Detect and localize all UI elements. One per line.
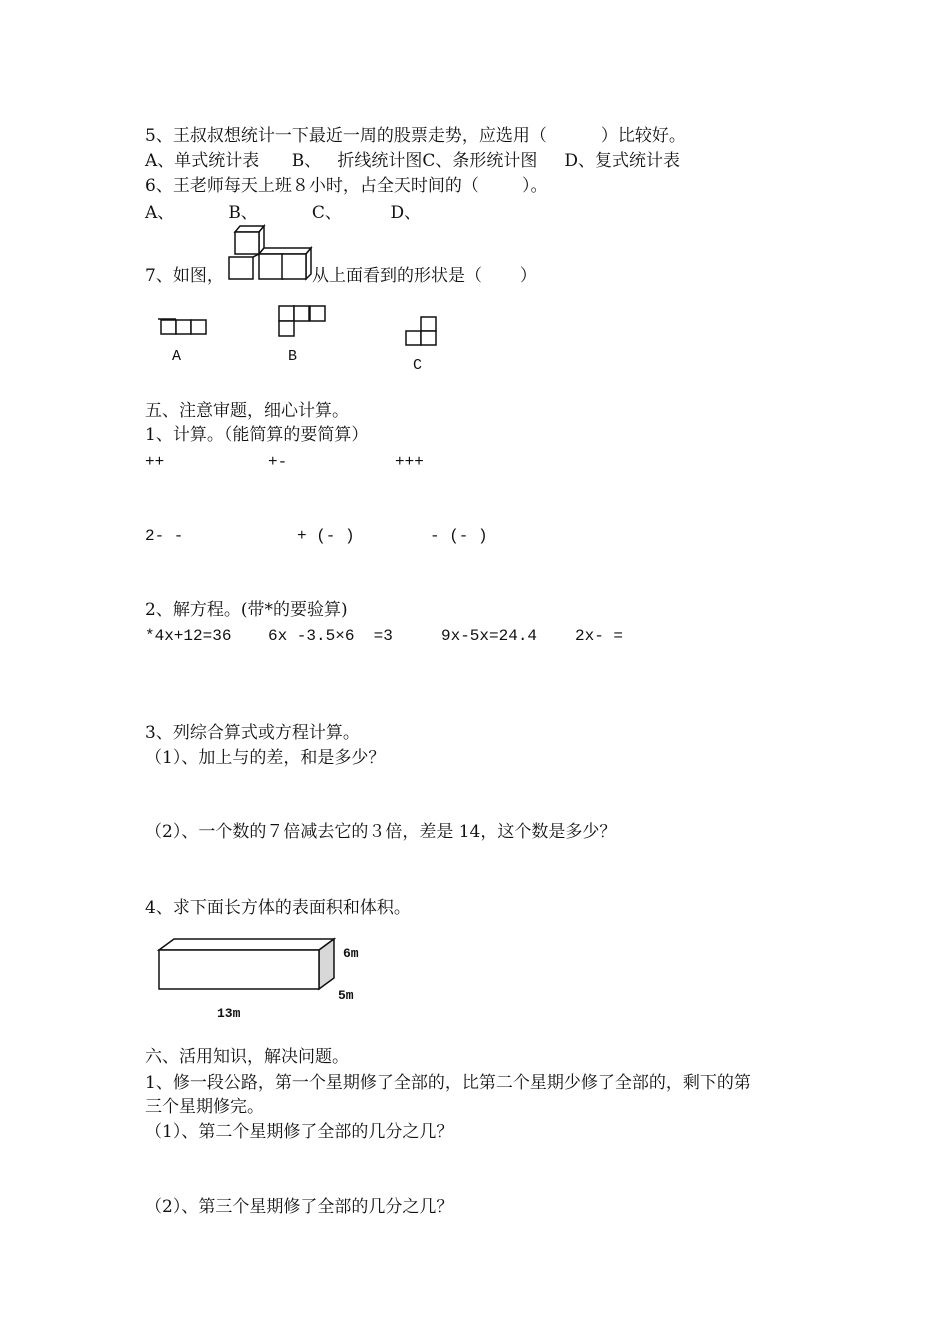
q7-suffix: 从上面看到的形状是（ ） xyxy=(312,266,537,286)
option-b-label: B xyxy=(288,348,298,365)
cuboid-width-label: 5m xyxy=(338,988,354,1003)
equation-2: 6x -3.5×6 =3 xyxy=(268,627,393,645)
problem-text-line1: 1、修一段公路，第一个星期修了全部的，比第二个星期少修了全部的，剩下的第 xyxy=(145,1073,751,1093)
cuboid-figure xyxy=(155,935,340,995)
q6-options: A、 B、 C、 D、 xyxy=(145,203,422,223)
word-problem-1: （1）、加上与的差，和是多少？ xyxy=(145,748,386,768)
option-a-figure xyxy=(158,316,210,338)
option-a-label: A xyxy=(172,348,182,365)
calc-expr-4: 2- - xyxy=(145,527,184,545)
option-c-figure xyxy=(403,314,441,348)
equation-1: *4x+12=36 xyxy=(145,627,232,645)
cuboid-height-label: 6m xyxy=(343,946,359,961)
section6-title: 六、活用知识，解决问题。 xyxy=(145,1047,349,1067)
problem-text-line2: 三个星期修完。 xyxy=(145,1097,264,1117)
q7-prefix: 7、如图， xyxy=(145,266,224,286)
cuboid-length-label: 13m xyxy=(217,1006,241,1021)
q5-question: 5、王叔叔想统计一下最近一周的股票走势，应选用（ ）比较好。 xyxy=(145,126,686,146)
q6-question: 6、王老师每天上班８小时，占全天时间的（ ）。 xyxy=(145,176,548,196)
equation-3: 9x-5x=24.4 xyxy=(441,627,538,645)
calc-expr-5: + (- ) xyxy=(297,527,355,545)
equation-4: 2x- = xyxy=(575,627,624,645)
equations-title: 2、解方程。(带*的要验算) xyxy=(145,600,348,620)
cube-stack-figure xyxy=(227,222,315,282)
calc-expr-6: - (- ) xyxy=(430,527,488,545)
option-b-figure xyxy=(276,303,330,339)
cuboid-title: 4、求下面长方体的表面积和体积。 xyxy=(145,898,411,918)
calc-expr-2: +- xyxy=(268,453,288,471)
calc-title: 1、计算。（能简算的要简算） xyxy=(145,425,369,445)
q5-options: A、单式统计表 B、 折线统计图C、条形统计图 D、复式统计表 xyxy=(145,151,681,171)
calc-expr-1: ++ xyxy=(145,453,165,471)
section5-title: 五、注意审题，细心计算。 xyxy=(145,401,349,421)
calc-expr-3: +++ xyxy=(395,453,424,471)
word-problems-title: 3、列综合算式或方程计算。 xyxy=(145,723,360,743)
sub-question-2: （2）、第三个星期修了全部的几分之几？ xyxy=(145,1197,454,1217)
word-problem-2: （2）、一个数的７倍减去它的３倍，差是 14，这个数是多少？ xyxy=(145,822,617,842)
sub-question-1: （1）、第二个星期修了全部的几分之几？ xyxy=(145,1122,454,1142)
option-c-label: C xyxy=(413,357,423,374)
